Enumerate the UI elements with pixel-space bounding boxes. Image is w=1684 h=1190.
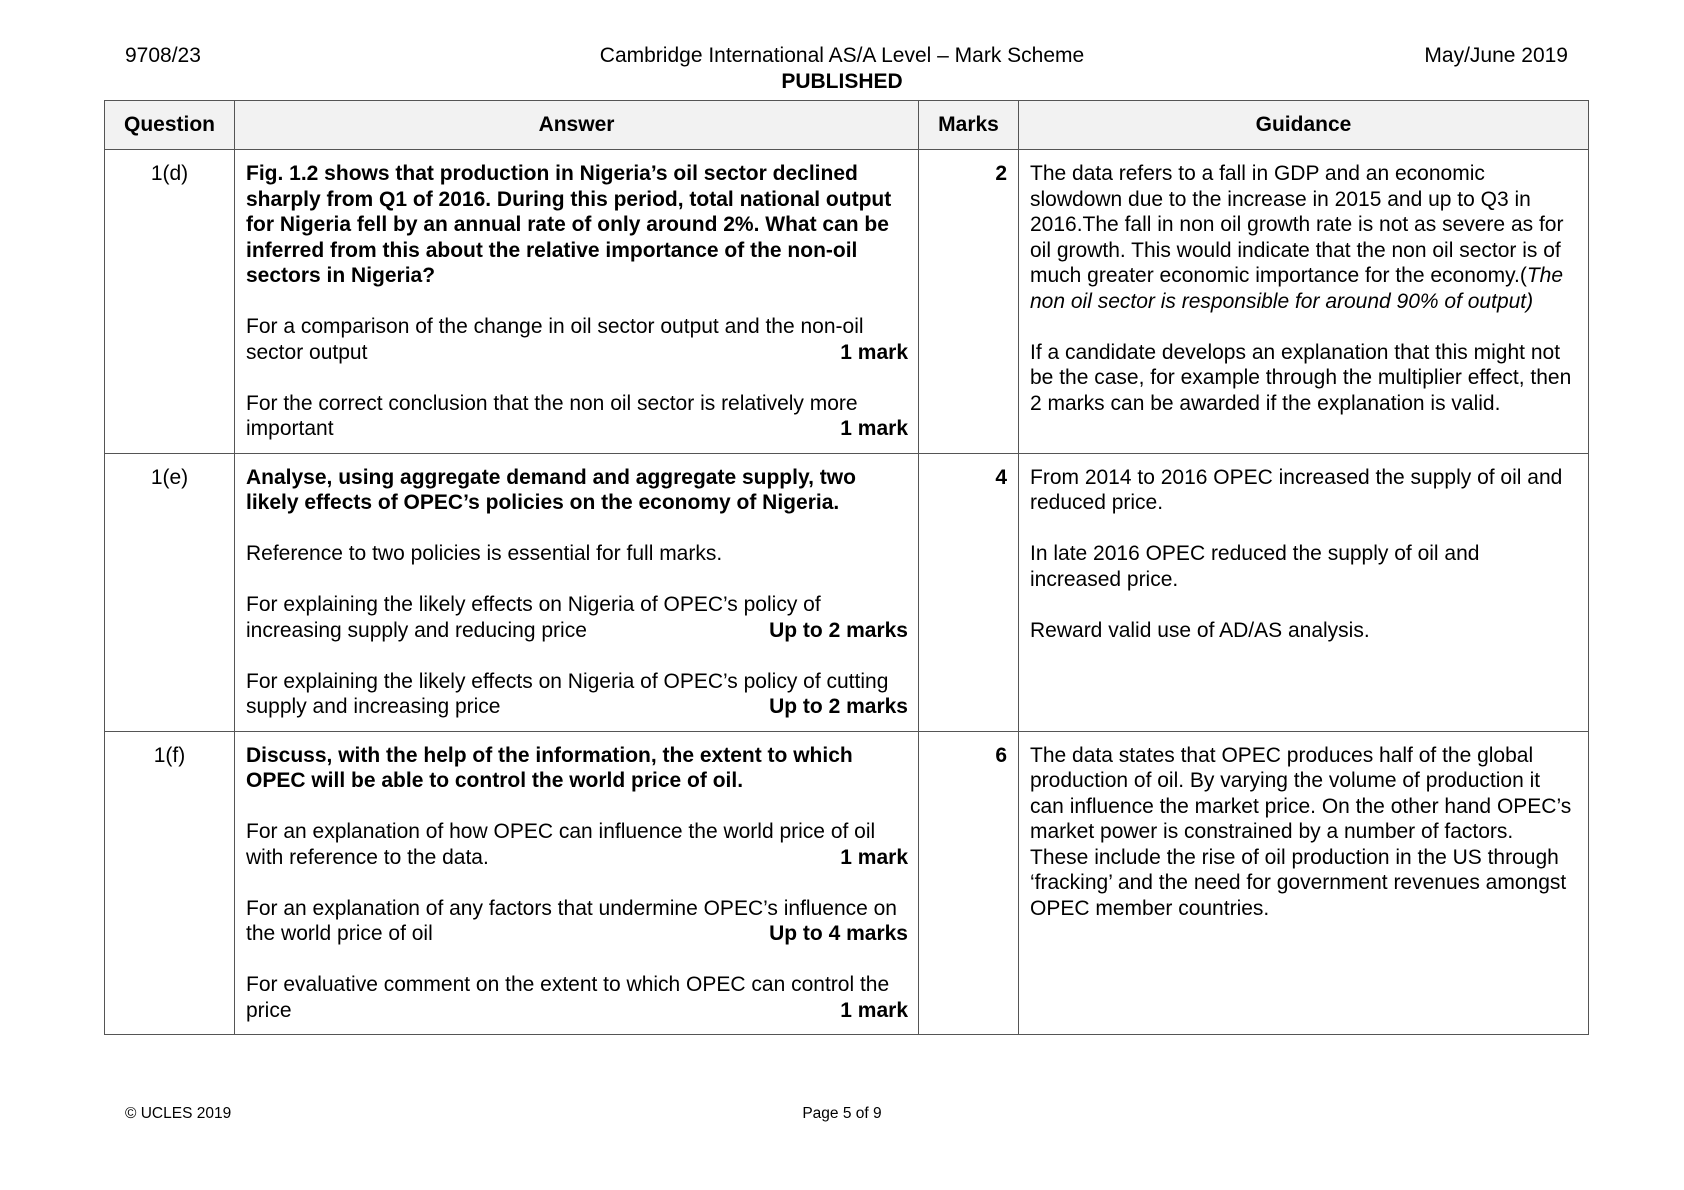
- guidance-paragraph: Reward valid use of AD/AS analysis.: [1030, 618, 1370, 642]
- table-header-row: [105, 101, 1589, 150]
- guidance-paragraph: The data states that OPEC produces half of the global production of oil. By varying the volume of production it can influence the market price. On the other hand OPEC’s market power is constrained by a number of factors. These include the rise of oil production in the US through ‘fracking’ and the need for government revenues amongst OPEC member countries.: [1030, 743, 1572, 920]
- question-prompt: Discuss, with the help of the information, the extent to which OPEC will be able to control the world price of oil.: [246, 743, 853, 792]
- criterion-text: For explaining the likely effects on Nigeria of OPEC’s policy of increasing supply and reducing price: [246, 593, 821, 642]
- marking-criterion: [246, 314, 908, 365]
- column-header-guidance: Guidance: [1019, 101, 1589, 150]
- marks-value: 2: [919, 150, 1019, 454]
- copyright-notice: © UCLES 2019: [125, 1105, 232, 1122]
- table-row: [105, 150, 1589, 454]
- criterion-award: Up to 2 marks: [769, 695, 908, 718]
- marking-criterion: [246, 896, 908, 947]
- paper-code: 9708/23: [125, 44, 201, 67]
- table-row: [105, 731, 1589, 1035]
- document-title: Cambridge International AS/A Level – Mark Scheme: [599, 44, 1085, 67]
- marks-value: 4: [919, 453, 1019, 731]
- marks-value: 6: [919, 731, 1019, 1035]
- criterion-text: For an explanation of how OPEC can influence the world price of oil with reference to the data.: [246, 820, 876, 869]
- guidance-cell: [1019, 731, 1589, 1035]
- answer-cell: [235, 731, 919, 1035]
- exam-session: May/June 2019: [1424, 44, 1568, 67]
- table-row: [105, 453, 1589, 731]
- page-number: Page 5 of 9: [802, 1105, 882, 1122]
- criterion-text: For the correct conclusion that the non oil sector is relatively more important: [246, 391, 858, 440]
- column-header-marks: Marks: [919, 101, 1019, 150]
- guidance-paragraph: [1030, 161, 1576, 314]
- marking-criterion: [246, 669, 908, 720]
- answer-cell: [235, 150, 919, 454]
- guidance-paragraph: In late 2016 OPEC reduced the supply of oil and increased price.: [1030, 542, 1480, 591]
- mark-scheme-table: [104, 100, 1589, 1035]
- criterion-award: 1 mark: [840, 417, 908, 440]
- marking-criterion: [246, 592, 908, 643]
- criterion-award: Up to 2 marks: [769, 618, 908, 642]
- criterion-text: For a comparison of the change in oil sector output and the non-oil sector output: [246, 315, 864, 364]
- question-number: 1(d): [105, 150, 235, 454]
- answer-cell: [235, 453, 919, 731]
- criterion-award: 1 mark: [840, 998, 908, 1022]
- guidance-paragraph: From 2014 to 2016 OPEC increased the supply of oil and reduced price.: [1030, 465, 1563, 514]
- criterion-award: 1 mark: [840, 845, 908, 869]
- guidance-paragraph: If a candidate develops an explanation that this might not be the case, for example through the multiplier effect, then 2 marks can be awarded if the explanation is valid.: [1030, 340, 1572, 415]
- question-prompt: Fig. 1.2 shows that production in Nigeria’s oil sector declined sharply from Q1 of 2016. During this period, total national output for Nigeria fell by an annual rate of only around 2%. What can be inferred from this about the relative importance of the non-oil sectors in Nigeria?: [246, 162, 892, 287]
- question-number: 1(f): [105, 731, 235, 1035]
- guidance-italic-text: The non oil sector is responsible for around 90% of output): [1030, 264, 1564, 313]
- marking-criterion: [246, 391, 908, 442]
- criterion-text: For explaining the likely effects on Nigeria of OPEC’s policy of cutting supply and increasing price: [246, 669, 889, 718]
- answer-note: Reference to two policies is essential for full marks.: [246, 542, 723, 565]
- criterion-text: For an explanation of any factors that undermine OPEC’s influence on the world price of oil: [246, 896, 897, 945]
- guidance-cell: [1019, 150, 1589, 454]
- column-header-answer: Answer: [235, 101, 919, 150]
- criterion-award: Up to 4 marks: [769, 922, 908, 945]
- question-prompt: Analyse, using aggregate demand and aggregate supply, two likely effects of OPEC’s policies on the economy of Nigeria.: [246, 465, 856, 514]
- published-label: PUBLISHED: [781, 70, 903, 93]
- question-number: 1(e): [105, 453, 235, 731]
- marking-criterion: [246, 972, 908, 1023]
- criterion-text: For evaluative comment on the extent to which OPEC can control the price: [246, 973, 890, 1022]
- criterion-award: 1 mark: [840, 340, 908, 364]
- guidance-cell: [1019, 453, 1589, 731]
- column-header-question: Question: [105, 101, 235, 150]
- guidance-text: The data refers to a fall in GDP and an economic slowdown due to the increase in 2015 and up to Q3 in 2016.The fall in non oil growth rate is not as severe as for oil growth. This would indicate that the non oil sector is of much greater economic importance for the economy.(: [1030, 162, 1564, 287]
- marking-criterion: [246, 819, 908, 870]
